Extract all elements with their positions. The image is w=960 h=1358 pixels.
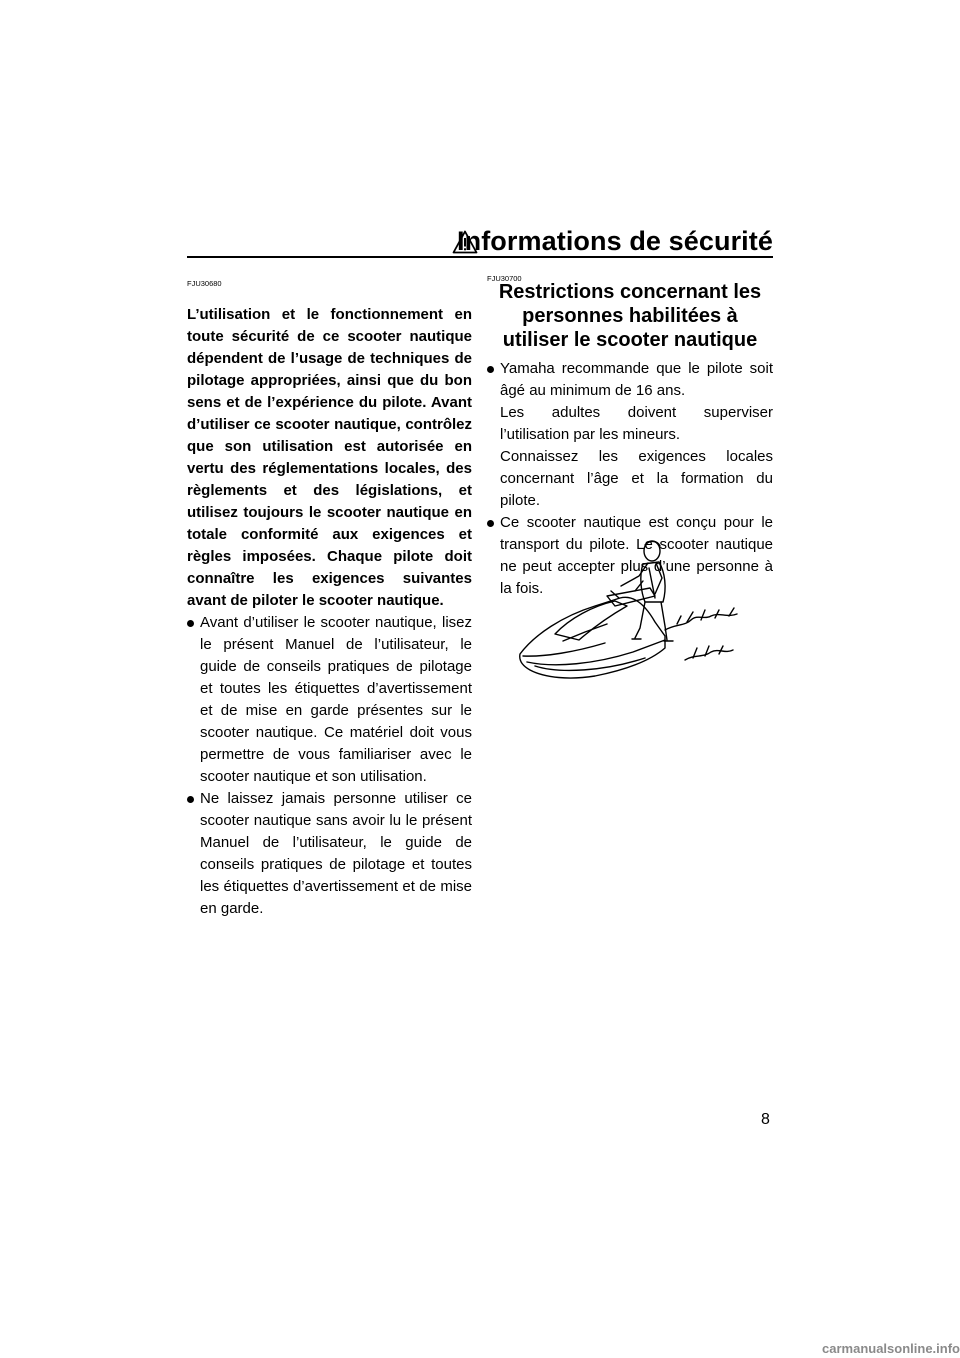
section-code: FJU30680 [187, 279, 222, 288]
list-item [187, 788, 472, 920]
list-item-text: Yamaha recommande que le pilote soit âgé au minimum de 16 ans. [500, 360, 773, 399]
list-item [187, 612, 472, 788]
bullet-icon [187, 796, 194, 803]
bullet-icon [487, 366, 494, 373]
watermark: carmanualsonline.info [822, 1341, 960, 1356]
list-item-text: Avant d’utiliser le scooter nautique, lisez le présent Manuel de l’utilisateur, le guide de conseils pratiques de pilotage et toutes les étiquettes d’avertissement et de mise en garde présentes sur le scooter nautique. Ce matériel doit vous permettre de vous familiariser avec le scooter nautique et son utilisation. [200, 614, 472, 785]
bullet-icon [487, 520, 494, 527]
bullet-list [187, 612, 472, 920]
bullet-icon [187, 620, 194, 627]
list-item [487, 358, 773, 512]
section-code: FJU30700 [487, 274, 522, 283]
page-header [187, 226, 773, 256]
list-item-text: Les adultes doivent superviser l’utilisation par les mineurs. [500, 404, 773, 443]
page-title: Informations de sécurité [457, 226, 773, 256]
section-heading: Restrictions concernant les personnes habilitées à utiliser le scooter nautique [498, 281, 762, 351]
header-rule [187, 256, 773, 258]
jetski-rider-illustration [515, 536, 745, 696]
left-column [187, 304, 472, 920]
list-item-text: Ce scooter nautique est conçu pour le transport du pilote. Le scooter nautique ne peut accepter plus d’une personne à la fois. [500, 514, 773, 597]
list-item-text: Connaissez les exigences locales concernant l’âge et la formation du pilote. [500, 448, 773, 509]
page-number: 8 [761, 1111, 770, 1128]
intro-paragraph: L’utilisation et le fonctionnement en toute sécurité de ce scooter nautique dépendent de l’usage de techniques de pilotage appropriées, ainsi que du bon sens et de l’expérience du pilote. Avant d’utiliser ce scooter nautique, contrôlez que son utilisation est autorisée en vertu des réglementations locales, des règlements et des législations, et utilisez toujours le scooter nautique en totale conformité aux exigences et règles imposées. Chaque pilote doit connaître les exigences suivantes avant de piloter le scooter nautique. [187, 306, 472, 609]
list-item-text: Ne laissez jamais personne utiliser ce scooter nautique sans avoir lu le présent Manuel de l’utilisateur, le guide de conseils pratiques de pilotage et toutes les étiquettes d’avertissement et de mise en garde. [200, 790, 472, 917]
